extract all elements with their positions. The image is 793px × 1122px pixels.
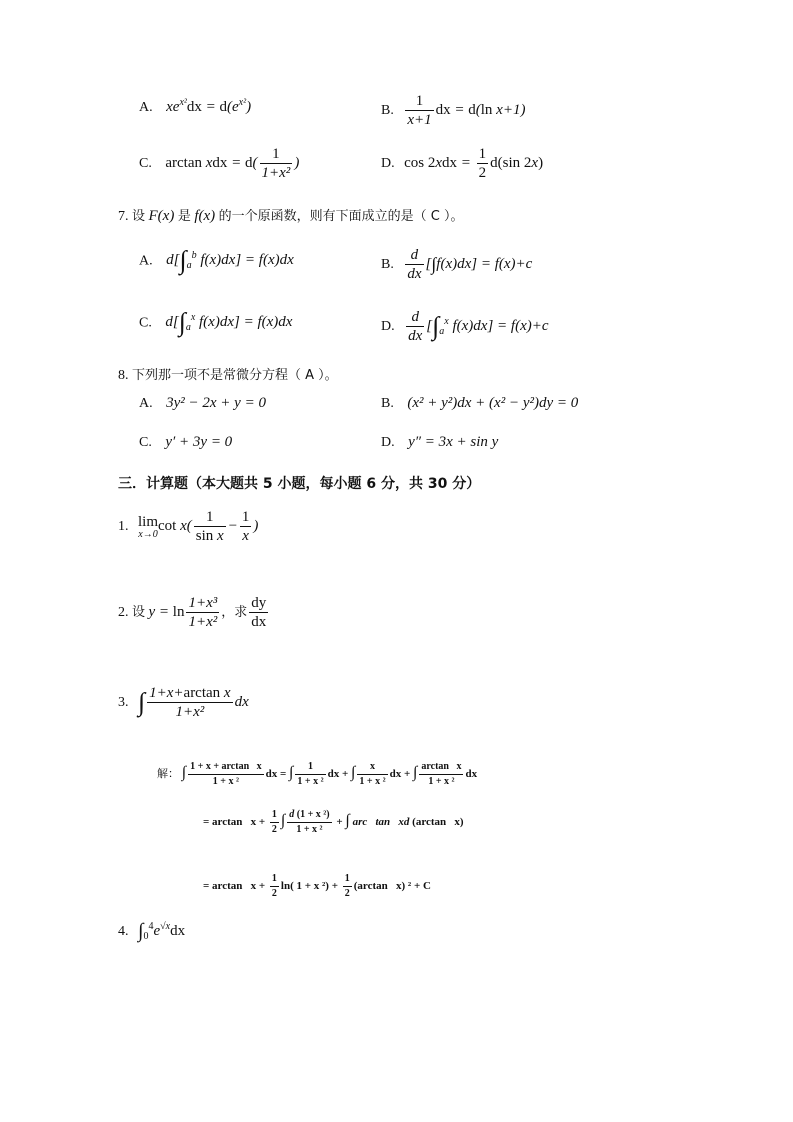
p2-text-mid: ，求 bbox=[221, 604, 248, 620]
option-label: B. bbox=[381, 256, 394, 272]
p2-derivative: $\frac{dy}{dx}$ bbox=[251, 595, 267, 630]
option-label: D. bbox=[381, 318, 395, 334]
option-label: A. bbox=[139, 396, 153, 411]
q6-option-a bbox=[139, 97, 251, 116]
q8-option-a bbox=[139, 395, 266, 412]
q8-d-expr: y″ = 3x + sin y bbox=[408, 434, 499, 450]
q7-text-post: 的一个原函数，则有下面成立的是（ C ）。 bbox=[218, 209, 464, 224]
q7-option-b bbox=[381, 246, 532, 283]
q6-c-expr: arctan xdx = d( $\frac{1}{\text{1+x²}}$ ) bbox=[165, 146, 300, 181]
q7-stem bbox=[118, 205, 464, 225]
problem-2 bbox=[118, 594, 270, 631]
solution-label: 解： bbox=[157, 767, 179, 781]
option-label: A. bbox=[139, 253, 153, 269]
question-number: 8. bbox=[118, 368, 129, 383]
problem-3 bbox=[118, 684, 249, 721]
option-label: C. bbox=[139, 435, 152, 450]
q8-a-expr: 3y² − 2x + y = 0 bbox=[166, 395, 266, 411]
q7-option-a bbox=[139, 246, 294, 276]
q8-b-expr: (x² + y²)dx + (x² − y²)dy = 0 bbox=[407, 395, 579, 411]
section-heading: 三．计算题（本大题共 5 小题，每小题 6 分，共 30 分） bbox=[118, 476, 481, 492]
q6-b-expr: $\frac{1}{x+1}$ dx = d(ln x+1) bbox=[407, 93, 526, 128]
problem-number: 1. bbox=[118, 518, 129, 534]
p3-solution-line-3: = arctan x + $\frac{1}{2}$ ln( 1 + x ²) + $\frac{1}{2}$ (arctan x) ² + C bbox=[203, 873, 431, 899]
p1-expr: lim x→0 cot x( $\frac{1}{\text{sin x}}$ − $\frac{1}{x}$ ) bbox=[138, 509, 259, 544]
q7-Fx: F(x) bbox=[148, 208, 175, 224]
p3-solution-line-1: 解： ∫ $\frac{\text{1 + x + arctan x}}{\text{1 + x ²}}$ dx = ∫ $\frac{1}{\text{1 + x ²}}$ dx + ∫ $\frac{x}{\text{1 + x ²}}$ dx + ∫ $\frac{\text{arctan x}}{\text{1 + x ²}}$ dx bbox=[157, 761, 478, 787]
q7-a-expr: $d[\int_a^b$ f(x)dx] = f(x)dx bbox=[166, 246, 294, 275]
p2-expr: y = ln $\frac{\text{1+x³}}{\text{1+x²}}$ bbox=[148, 595, 218, 630]
q6-option-c bbox=[139, 145, 299, 182]
q8-option-d bbox=[381, 434, 498, 451]
q6-option-d bbox=[381, 145, 543, 182]
q8-stem bbox=[118, 364, 338, 384]
q7-option-d bbox=[381, 308, 549, 345]
q7-b-expr: $\frac{d}{dx}$ [∫f(x)dx] = f(x)+c bbox=[407, 247, 533, 282]
option-label: A. bbox=[139, 100, 153, 115]
q7-text-mid: 是 bbox=[177, 209, 191, 224]
problem-number: 2. bbox=[118, 604, 129, 620]
option-label: D. bbox=[381, 155, 395, 171]
q8-option-b bbox=[381, 395, 578, 412]
option-label: C. bbox=[139, 315, 152, 331]
p4-expr: $\int_0^4e^{√x}dx$ bbox=[138, 920, 186, 942]
problem-4 bbox=[118, 920, 185, 943]
option-label: B. bbox=[381, 396, 394, 411]
p3-expr: ∫ $\frac{\text{1+x+arctan x}}{\text{1+x²}}$ dx bbox=[138, 685, 249, 720]
q7-d-expr: $\frac{d}{dx}$ [$\int_a^x$ f(x)dx] = f(x)+c bbox=[408, 309, 549, 344]
q8-c-expr: y′ + 3y = 0 bbox=[165, 434, 233, 450]
problem-number: 3. bbox=[118, 694, 129, 710]
option-label: B. bbox=[381, 102, 394, 118]
p2-text-pre: 设 bbox=[132, 604, 146, 620]
problem-1 bbox=[118, 508, 258, 545]
q7-text-pre: 设 bbox=[132, 209, 146, 224]
q8-text: 下列那一项不是常微分方程（ A ）。 bbox=[132, 368, 338, 383]
q7-c-expr: $d[\int_a^x$ f(x)dx] = f(x)dx bbox=[165, 308, 293, 337]
question-number: 7. bbox=[118, 209, 129, 224]
q6-d-expr: cos 2xdx = $\frac{1}{2}$ d(sin 2x) bbox=[404, 146, 544, 181]
option-label: D. bbox=[381, 435, 395, 450]
q8-option-c bbox=[139, 434, 232, 451]
q6-a-expr: $xe^{x^2}dx = d(e^{x^2})$ bbox=[166, 97, 252, 115]
q6-option-b bbox=[381, 92, 525, 129]
p3-solution-line-2: = arctan x + $\frac{1}{2}$ ∫ $\frac{\text{d (1 + x ²)}}{\text{1 + x ²}}$ + ∫ arc tan xd (arctan x) bbox=[203, 809, 464, 835]
q7-option-c bbox=[139, 308, 292, 338]
problem-number: 4. bbox=[118, 923, 129, 939]
option-label: C. bbox=[139, 155, 152, 171]
q7-fx: f(x) bbox=[194, 208, 216, 224]
